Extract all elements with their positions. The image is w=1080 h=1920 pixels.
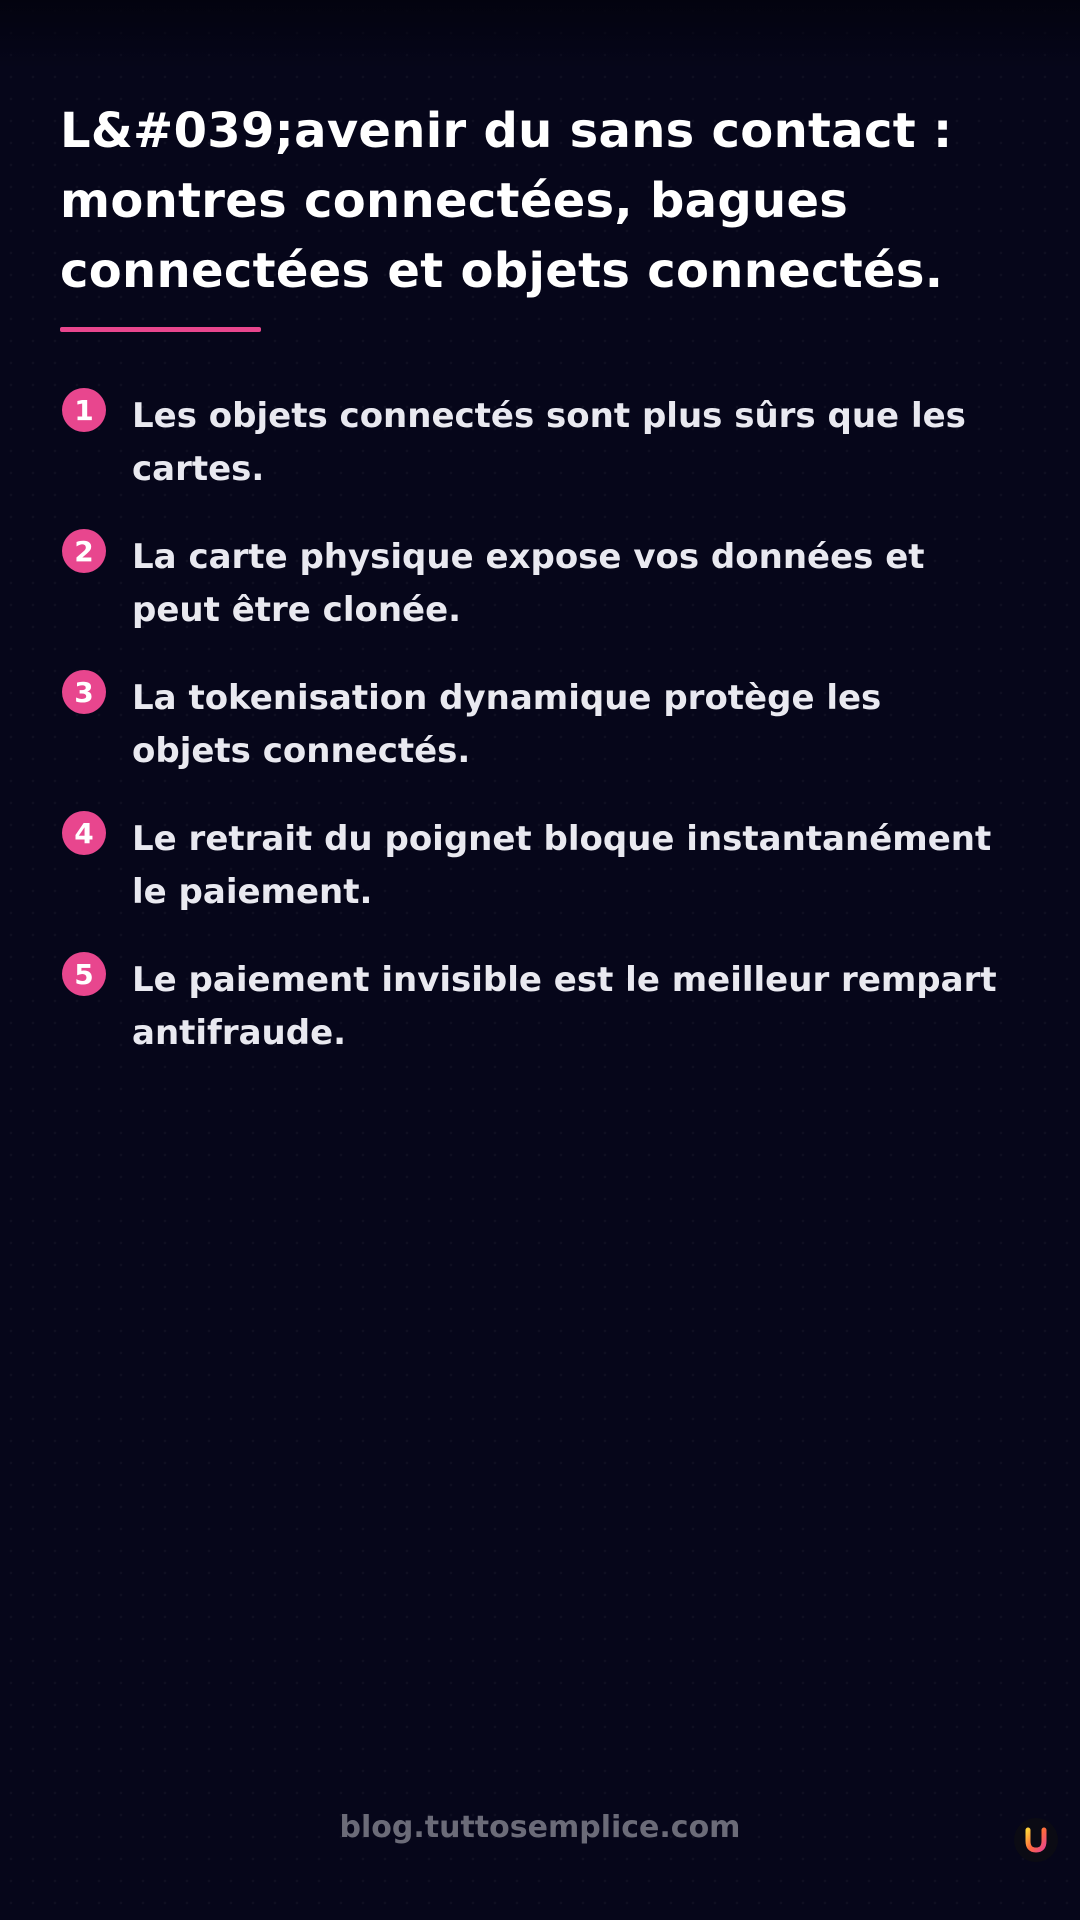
list-item-text: Le paiement invisible est le meilleur rempart antifraude. [132, 960, 997, 1053]
list-item [60, 529, 1020, 670]
brand-logo[interactable] [1014, 1818, 1058, 1862]
number-badge: 1 [62, 388, 106, 432]
top-shade [0, 0, 1080, 70]
list-item [60, 952, 1020, 1093]
brand-u-logo-icon [1021, 1825, 1051, 1855]
site-url[interactable]: blog.tuttosemplice.com [339, 1810, 741, 1845]
list-item [60, 388, 1020, 529]
title-underline [60, 327, 261, 332]
list-item-text: Le retrait du poignet bloque instantanément le paiement. [132, 819, 992, 912]
list-item-text: La carte physique expose vos données et peut être clonée. [132, 537, 925, 630]
list-item [60, 811, 1020, 952]
list-item-text: La tokenisation dynamique protège les objets connectés. [132, 678, 882, 771]
number-badge: 5 [62, 952, 106, 996]
number-badge: 4 [62, 811, 106, 855]
list-item-text: Les objets connectés sont plus sûrs que les cartes. [132, 396, 966, 489]
number-badge: 3 [62, 670, 106, 714]
page-title: L&#039;avenir du sans contact : montres connectées, bagues connectées et objets connectés. [60, 103, 953, 299]
key-points-list [60, 388, 1020, 1093]
list-item [60, 670, 1020, 811]
number-badge: 2 [62, 529, 106, 573]
